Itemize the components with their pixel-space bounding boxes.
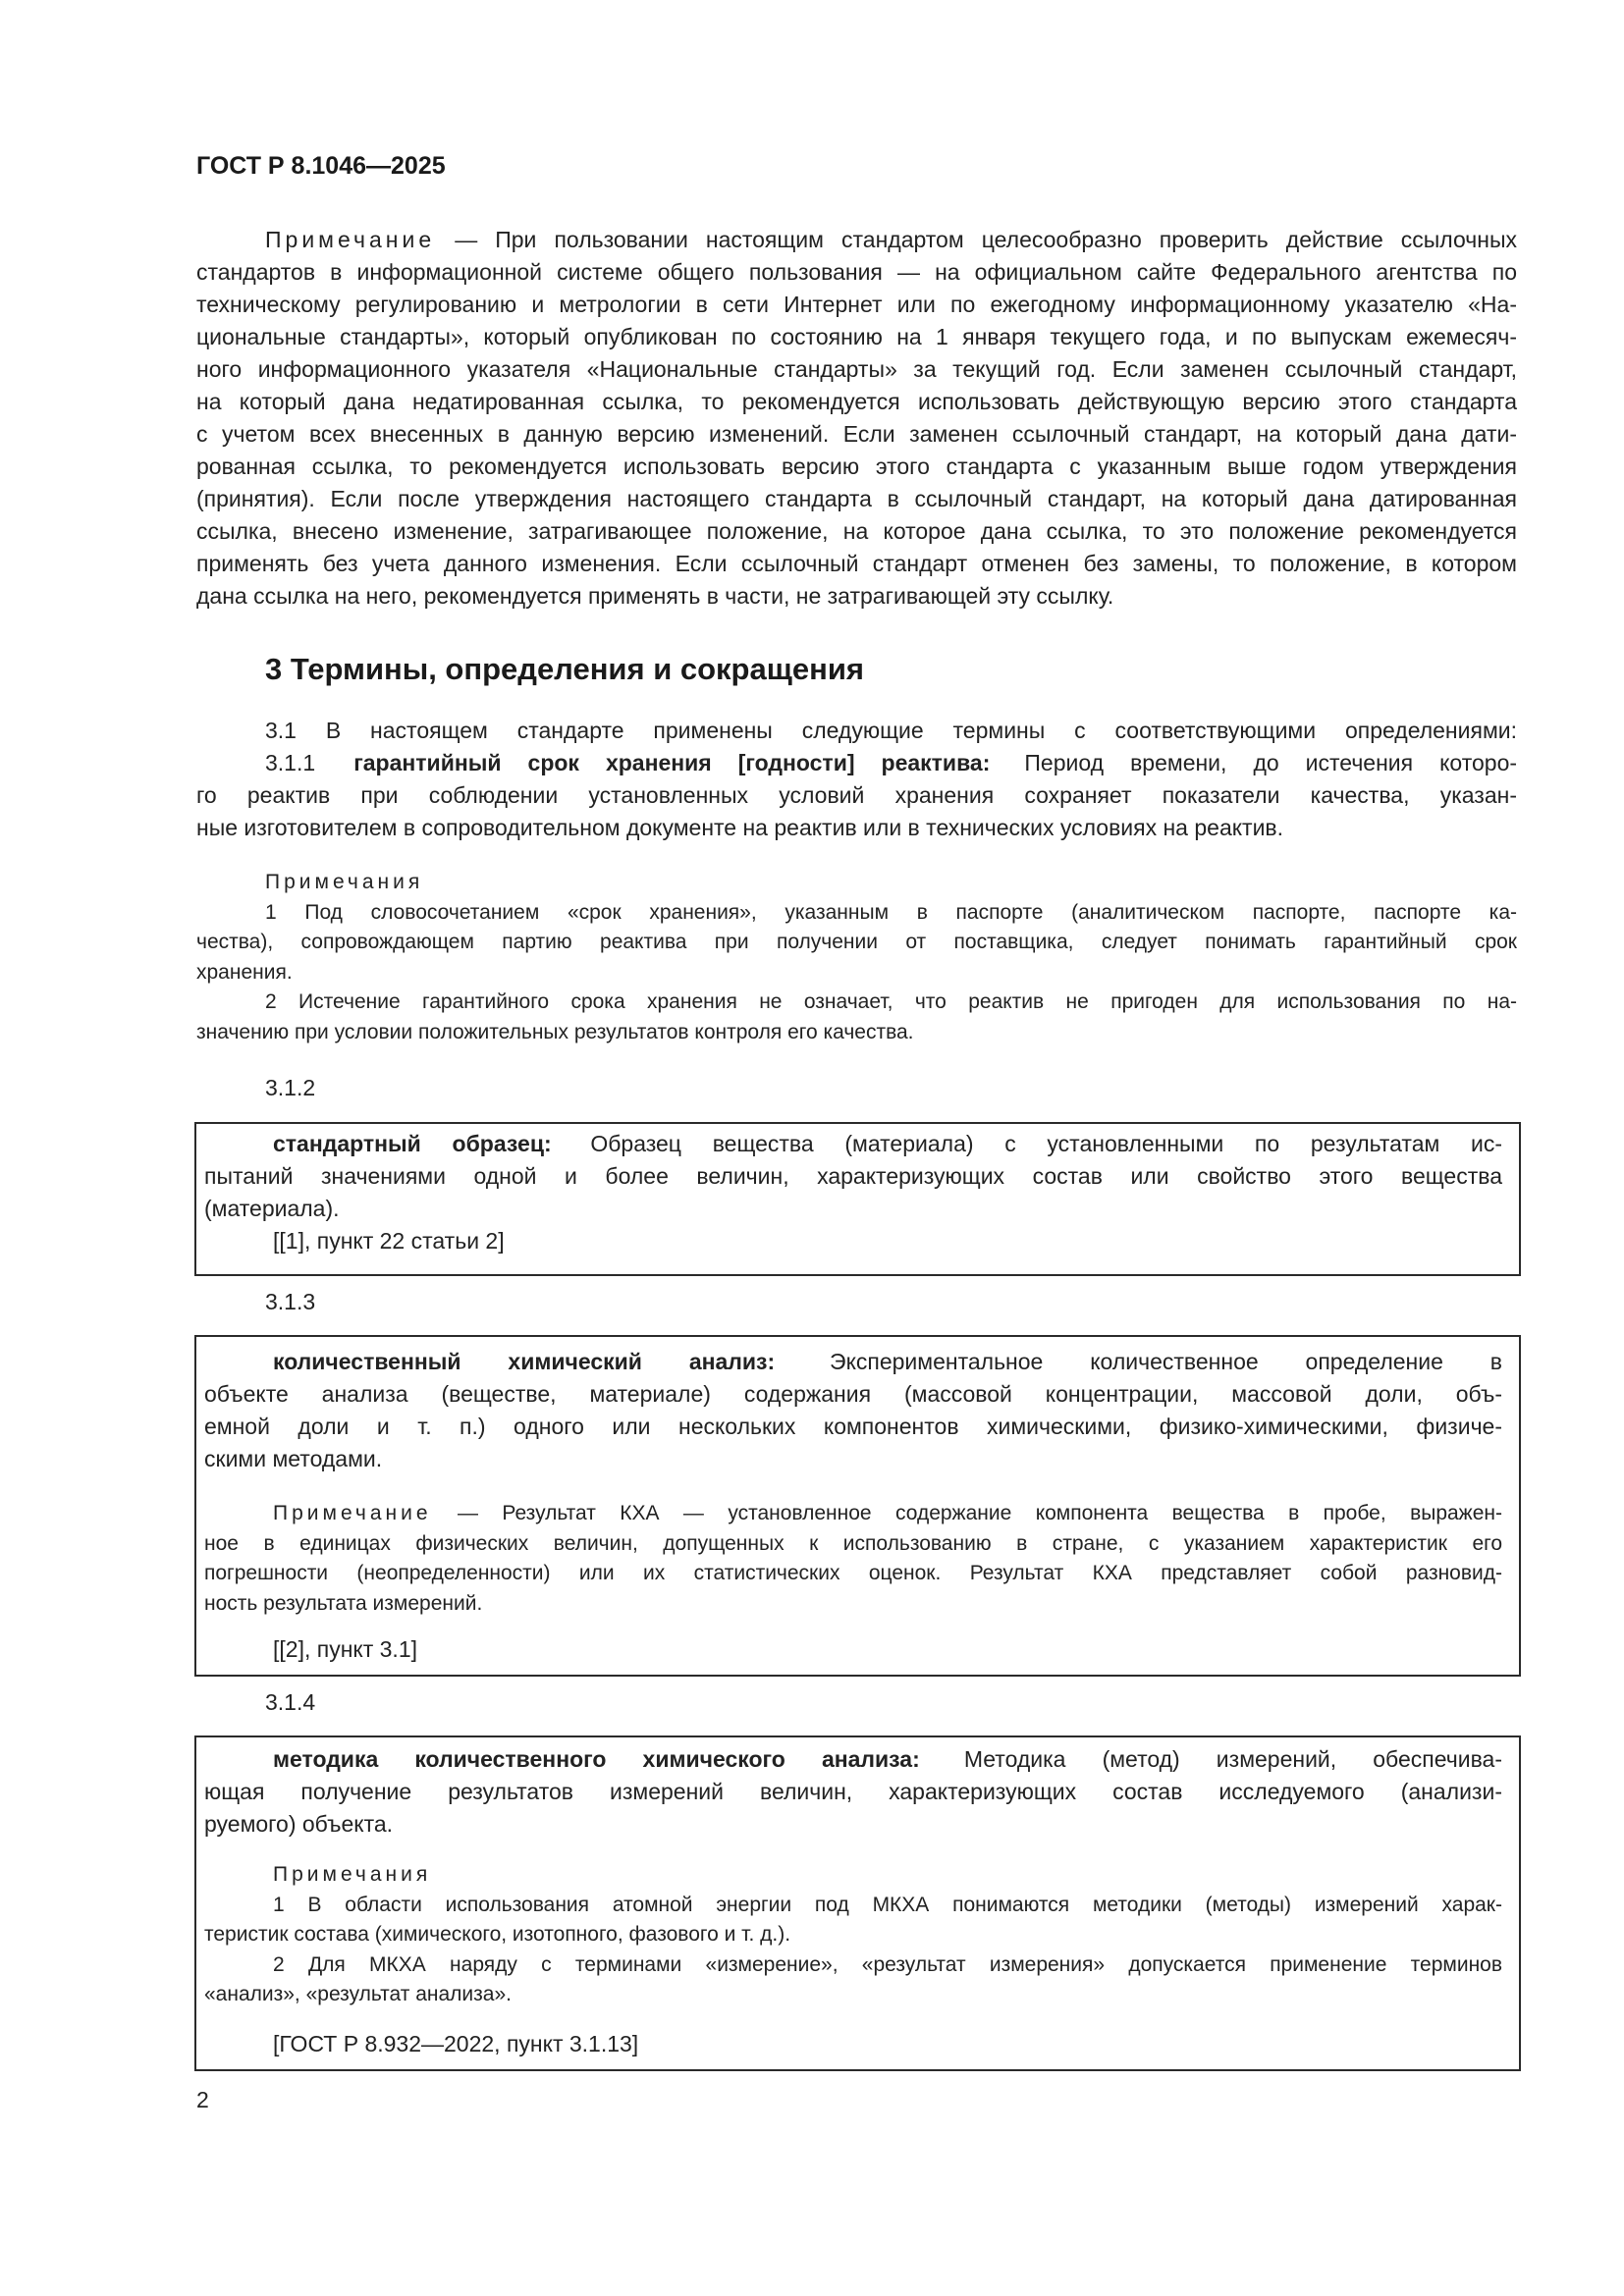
text-line	[196, 515, 1517, 548]
text-line	[196, 483, 1517, 515]
term-definition	[204, 1743, 1502, 1841]
text-line	[204, 1559, 1502, 1589]
text-line	[196, 386, 1517, 418]
text-line	[204, 1920, 1502, 1950]
line-text: значению при условии положительных результатов контроля его качества.	[196, 1020, 914, 1043]
line-text: 2 Истечение гарантийного срока хранения не означает, что реактив не пригоден для использования по на-	[265, 990, 1517, 1013]
line-text: [ГОСТ Р 8.932—2022, пункт 3.1.13]	[273, 2031, 639, 2056]
text-line	[204, 1499, 1502, 1529]
term-note	[204, 1499, 1502, 1619]
note-label: Примечание	[273, 1502, 432, 1524]
line-text: Период времени, до истечения которо-	[1024, 750, 1518, 775]
intro-note	[196, 224, 1517, 613]
term-box-3-1-2	[194, 1122, 1521, 1276]
term-box-3-1-3	[194, 1335, 1521, 1677]
text-line	[196, 747, 1517, 779]
line-text: на который дана недатированная ссылка, то рекомендуется использовать действующую версию этого стандарта	[196, 389, 1517, 414]
term-number: 3.1.2	[265, 1075, 316, 1100]
text-line	[204, 1633, 1502, 1666]
term-number: 3.1.3	[265, 1289, 316, 1314]
text-line	[204, 1776, 1502, 1808]
line-text: объекте анализа (веществе, материале) содержания (массовой концентрации, массовой доли, объ-	[204, 1381, 1502, 1407]
text-line	[204, 1980, 1502, 2010]
line-text: емной доли и т. п.) одного или нескольких компонентов химическими, физико-химическими, физиче-	[204, 1414, 1502, 1439]
term-definition	[204, 1346, 1502, 1475]
term-name: стандартный образец:	[273, 1131, 552, 1156]
text-line	[196, 224, 1517, 256]
term-source	[204, 1633, 1502, 1666]
text-line	[204, 1378, 1502, 1411]
line-text: циональные стандарты», который опубликован по состоянию на 1 января текущего года, и по выпускам ежемесяч-	[196, 324, 1517, 349]
text-line	[204, 1225, 1502, 1257]
line-text: (принятия). Если после утверждения настоящего стандарта в ссылочный стандарт, на который дана датированная	[196, 486, 1517, 511]
page-number: 2	[196, 2087, 209, 2112]
line-text: техническому регулированию и метрологии в сети Интернет или по ежегодному информационному указателю «На-	[196, 292, 1517, 317]
line-text: ного информационного указателя «Национальные стандарты» за текущий год. Если заменен ссылочный стандарт,	[196, 356, 1517, 382]
text-line	[196, 353, 1517, 386]
term-notes	[204, 1860, 1502, 2010]
text-line	[196, 451, 1517, 483]
text-line	[196, 321, 1517, 353]
line-text: 3.1 В настоящем стандарте применены следующие термины с соответствующими определениями:	[265, 718, 1517, 743]
text-line	[204, 1443, 1502, 1475]
text-line	[196, 812, 1517, 844]
term-box-3-1-4	[194, 1735, 1521, 2071]
line-text: ные изготовителем в сопроводительном документе на реактив или в технических условиях на реактив.	[196, 815, 1284, 840]
text-line	[204, 1589, 1502, 1620]
term-number: 3.1.4	[265, 1689, 316, 1715]
line-text: 1 Под словосочетанием «срок хранения», указанным в паспорте (аналитическом паспорте, паспорте ка-	[265, 900, 1517, 924]
text-line	[196, 580, 1517, 613]
term-number: 3.1.1	[265, 750, 316, 775]
text-line	[196, 1018, 1517, 1048]
line-text: го реактив при соблюдении установленных условий хранения сохраняет показатели качества, указан-	[196, 782, 1517, 808]
document-header-id: ГОСТ Р 8.1046—2025	[196, 152, 446, 180]
term-name: методика количественного химического анализа:	[273, 1746, 920, 1772]
line-text: «анализ», «результат анализа».	[204, 1983, 512, 2005]
text-line	[204, 1160, 1502, 1193]
line-text: скими методами.	[204, 1446, 383, 1471]
text-line	[196, 256, 1517, 289]
text-line	[196, 958, 1517, 988]
line-text: теристик состава (химического, изотопного, фазового и т. д.).	[204, 1923, 791, 1946]
line-text: ссылка, внесено изменение, затрагивающее положение, на которое дана ссылка, то это положение рекомендуется	[196, 518, 1517, 544]
term-source	[204, 2028, 1502, 2060]
line-text: руемого) объекта.	[204, 1811, 394, 1837]
note-label: Примечания	[265, 871, 424, 893]
text-line	[196, 868, 1517, 898]
note-label: Примечание	[265, 227, 436, 252]
term-name: гарантийный срок хранения [годности] реактива:	[353, 750, 991, 775]
text-line	[204, 1891, 1502, 1921]
line-text: Образец вещества (материала) с установленными по результатам ис-	[590, 1131, 1503, 1156]
text-line	[196, 548, 1517, 580]
line-text: с учетом всех внесенных в данную версию изменений. Если заменен ссылочный стандарт, на который дана дати-	[196, 421, 1517, 447]
line-text: применять без учета данного изменения. Если ссылочный стандарт отменен без замены, то положение, в котором	[196, 551, 1517, 576]
text-line	[196, 418, 1517, 451]
text-line	[204, 1860, 1502, 1891]
line-text: чества), сопровождающем партию реактива при получении от поставщика, следует понимать гарантийный срок	[196, 931, 1517, 953]
clause-3-1-1-notes	[196, 868, 1517, 1047]
note-label: Примечания	[273, 1863, 432, 1886]
line-text: ность результата измерений.	[204, 1591, 483, 1615]
line-text: рованная ссылка, то рекомендуется использовать версию этого стандарта с указанным выше годом утверждения	[196, 454, 1517, 479]
text-line	[196, 715, 1517, 747]
line-text: — Результат КХА — установленное содержание компонента вещества в пробе, выражен-	[457, 1502, 1502, 1524]
line-text: ное в единицах физических величин, допущенных к использованию в стране, с указанием характеристик его	[204, 1531, 1502, 1555]
line-text: дана ссылка на него, рекомендуется применять в части, не затрагивающей эту ссылку.	[196, 583, 1114, 609]
line-text: стандартов в информационной системе общего пользования — на официальном сайте Федерального агентства по	[196, 259, 1517, 285]
text-line	[196, 928, 1517, 958]
clause-3-1	[196, 715, 1517, 844]
text-line	[204, 1128, 1502, 1160]
line-text: [[1], пункт 22 статьи 2]	[273, 1228, 505, 1254]
text-line	[196, 779, 1517, 812]
text-line	[204, 1743, 1502, 1776]
line-text: [[2], пункт 3.1]	[273, 1636, 418, 1662]
text-line	[204, 2028, 1502, 2060]
line-text: (материала).	[204, 1196, 340, 1221]
text-line	[196, 289, 1517, 321]
section-heading: 3 Термины, определения и сокращения	[265, 652, 864, 686]
line-text: 1 В области использования атомной энергии под МКХА понимаются методики (методы) измерений харак-	[273, 1893, 1502, 1916]
text-line	[204, 1411, 1502, 1443]
line-text: Экспериментальное количественное определение в	[830, 1349, 1502, 1374]
text-line	[204, 1950, 1502, 1981]
text-line	[204, 1346, 1502, 1378]
term-name: количественный химический анализ:	[273, 1349, 776, 1374]
term-definition	[204, 1128, 1502, 1257]
text-line	[204, 1529, 1502, 1560]
line-text: хранения.	[196, 960, 293, 984]
line-text: пытаний значениями одной и более величин, характеризующих состав или свойство этого вещества	[204, 1163, 1502, 1189]
line-text: ющая получение результатов измерений величин, характеризующих состав исследуемого (анализи-	[204, 1779, 1502, 1804]
line-text: Методика (метод) измерений, обеспечива-	[963, 1746, 1502, 1772]
line-text: — При пользовании настоящим стандартом целесообразно проверить действие ссылочных	[455, 227, 1517, 252]
text-line	[196, 988, 1517, 1018]
line-text: погрешности (неопределенности) или их статистических оценок. Результат КХА представляет собой разновид-	[204, 1562, 1502, 1584]
text-line	[204, 1193, 1502, 1225]
line-text: 2 Для МКХА наряду с терминами «измерение», «результат измерения» допускается применение терминов	[273, 1952, 1502, 1976]
text-line	[204, 1808, 1502, 1841]
text-line	[196, 898, 1517, 929]
